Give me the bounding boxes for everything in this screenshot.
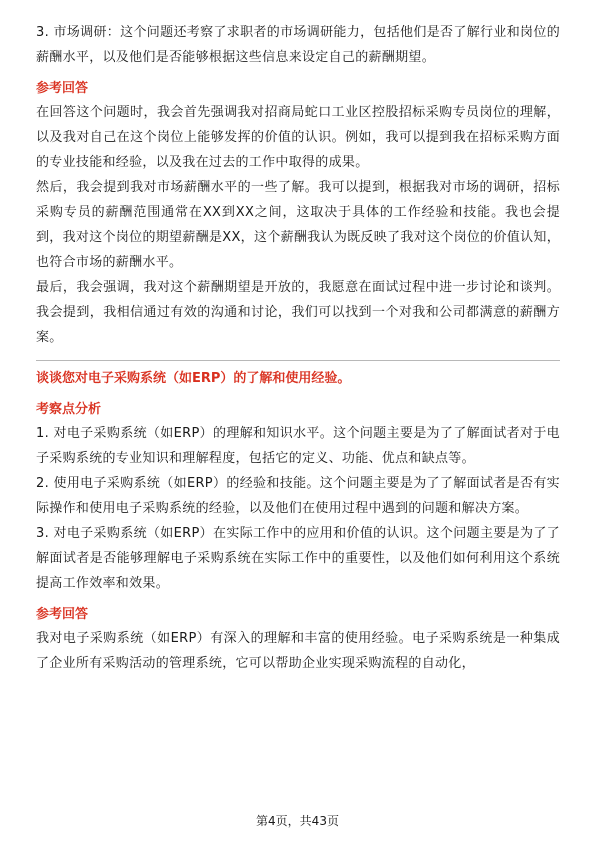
reference-answer-label: 参考回答 bbox=[36, 607, 89, 622]
question-title: 谈谈您对电子采购系统（如ERP）的了解和使用经验。 bbox=[36, 371, 351, 386]
document-page bbox=[36, 20, 560, 676]
analysis-point: 1. 对电子采购系统（如ERP）的理解和知识水平。这个问题主要是为了了解面试者对于电子采购系统的专业知识和理解程度，包括它的定义、功能、优点和缺点等。 bbox=[36, 426, 560, 466]
analysis-point-3: 3. 市场调研：这个问题还考察了求职者的市场调研能力，包括他们是否了解行业和岗位的薪酬水平，以及他们是否能够根据这些信息来设定自己的薪酬期望。 bbox=[36, 25, 560, 65]
analysis-point: 2. 使用电子采购系统（如ERP）的经验和技能。这个问题主要是为了了解面试者是否有实际操作和使用电子采购系统的经验，以及他们在使用过程中遇到的问题和解决方案。 bbox=[36, 476, 560, 516]
answer-paragraph: 然后，我会提到我对市场薪酬水平的一些了解。我可以提到，根据我对市场的调研，招标采购专员的薪酬范围通常在XX到XX之间，这取决于具体的工作经验和技能。我也会提到，我对这个岗位的期望薪酬是XX，这个薪酬我认为既反映了我对这个岗位的价值认知，也符合市场的薪酬水平。 bbox=[36, 180, 560, 270]
section-divider bbox=[36, 360, 560, 361]
analysis-point: 3. 对电子采购系统（如ERP）在实际工作中的应用和价值的认识。这个问题主要是为了了解面试者是否能够理解电子采购系统在实际工作中的重要性，以及他们如何利用这个系统提高工作效率和效果。 bbox=[36, 526, 560, 591]
answer-paragraph: 最后，我会强调，我对这个薪酬期望是开放的，我愿意在面试过程中进一步讨论和谈判。我会提到，我相信通过有效的沟通和讨论，我们可以找到一个对我和公司都满意的薪酬方案。 bbox=[36, 280, 560, 345]
analysis-label: 考察点分析 bbox=[36, 402, 102, 417]
reference-answer-label: 参考回答 bbox=[36, 81, 89, 96]
answer-paragraph: 在回答这个问题时，我会首先强调我对招商局蛇口工业区控股招标采购专员岗位的理解，以及我对自己在这个岗位上能够发挥的价值的认识。例如，我可以提到我在招标采购方面的专业技能和经验，以及我在过去的工作中取得的成果。 bbox=[36, 105, 560, 170]
answer-paragraph: 我对电子采购系统（如ERP）有深入的理解和丰富的使用经验。电子采购系统是一种集成了企业所有采购活动的管理系统，它可以帮助企业实现采购流程的自动化， bbox=[36, 631, 560, 671]
page-number: 第4页，共43页 bbox=[256, 814, 339, 828]
